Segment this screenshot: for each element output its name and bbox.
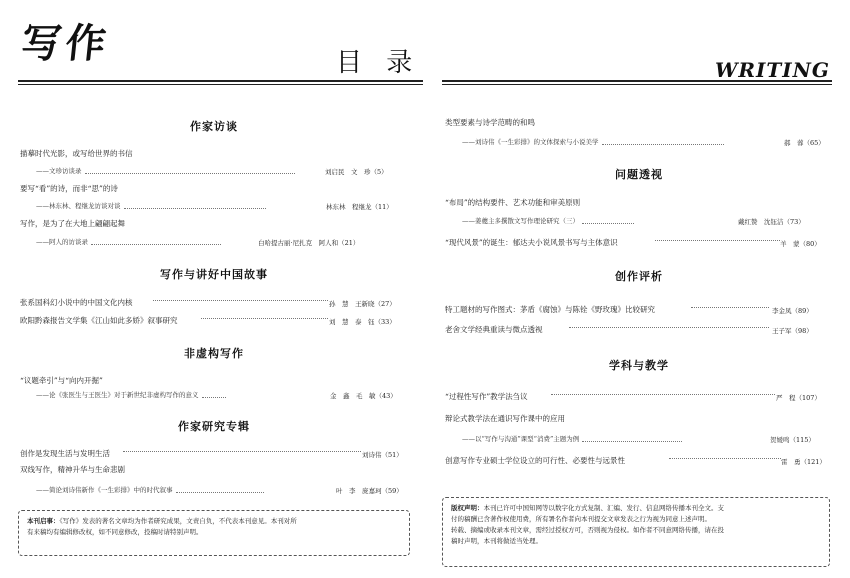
toc-entry-author-page: 戴红赞 沈钰洁（73） [738, 218, 805, 226]
toc-entry-author-page: 刘启民 文 珍（5） [325, 168, 388, 176]
toc-entry-author-page: 刘 慧 泰 钰（33） [329, 318, 396, 326]
toc-entry-subtitle: ——刘诗伟《一生彩排》的文体探索与小说美学 [462, 137, 727, 147]
toc-entry-author-page: 刘诗伟（51） [362, 451, 403, 459]
toc-entry-title[interactable]: “议题牵引”与“向内开掘” [20, 376, 103, 385]
toc-leader-dots [548, 392, 778, 393]
notice-line: 本刊已许可中国知网等以数字化方式复制、汇编、发行、信息网络传播本刊全文。支 [483, 504, 724, 512]
toc-entry-author-page: 林东林 程继龙（11） [326, 203, 393, 211]
toc-entry-author-page: 白哈提古丽·尼扎克 阿人和（21） [258, 239, 360, 247]
toc-entry-author-page: 金 鑫 毛 敏（43） [330, 392, 397, 400]
toc-entry-title[interactable]: 特工题材的写作图式：茅盾《腐蚀》与陈铨《野玫瑰》比较研究 [445, 305, 655, 314]
toc-leader-dots [198, 316, 331, 317]
header-rule-right [442, 80, 832, 82]
toc-leader-dots [652, 238, 783, 239]
toc-entry-author-page: 孙 慧 王新晓（27） [329, 300, 396, 308]
toc-entry-title[interactable]: 张系国科幻小说中的中国文化内核 [20, 298, 133, 307]
toc-entry-subtitle: ——文珍访谈录 [36, 166, 298, 176]
notice-label: 版权声明： [451, 504, 484, 512]
toc-entry-title[interactable]: 欧阳黔森报告文学集《江山如此多娇》叙事研究 [20, 316, 178, 325]
section-title: 作家访谈 [190, 120, 238, 133]
editorial-notice-box [18, 510, 410, 556]
toc-entry-title[interactable]: 创作是发现生活与发明生活 [20, 449, 110, 458]
toc-entry-title[interactable]: 写作，是为了在大地上翩翩起舞 [20, 219, 125, 228]
toc-entry-subtitle: ——以“写作与沟通”课型“消费”主题为例 [462, 434, 685, 444]
section-title: 学科与教学 [609, 359, 669, 372]
brand-english-title: WRITING [714, 58, 830, 82]
toc-entry-author-page: 严 程（107） [776, 394, 821, 402]
toc-entry-author-page: 叶 李 庞嘉珂（59） [336, 487, 403, 495]
toc-leader-dots [150, 298, 331, 299]
masthead-logo: 写作 [19, 20, 113, 67]
toc-leader-dots [688, 305, 772, 306]
toc-leader-dots [566, 325, 772, 326]
toc-entry-subtitle: ——论《张医生与王医生》对于新世纪非虚构写作的意义 [36, 390, 229, 400]
section-title: 问题透视 [615, 168, 663, 181]
toc-entry-title[interactable]: 类型要素与诗学范畴的和鸣 [445, 118, 535, 127]
toc-entry-title[interactable]: 双线写作，精神升华与生命悲剧 [20, 465, 125, 474]
section-title: 写作与讲好中国故事 [160, 268, 268, 281]
toc-entry-title[interactable]: 创意写作专业硕士学位设立的可行性、必要性与远景性 [445, 456, 625, 465]
toc-leader-dots [120, 449, 364, 450]
header-rule-right-thin [442, 84, 832, 85]
toc-entry-subtitle: ——阿人的访谈录 [36, 237, 224, 247]
toc-entry-author-page: 王子军（98） [772, 327, 813, 335]
toc-leader-dots [666, 456, 784, 457]
toc-entry-author-page: 贺媛鸣（115） [770, 436, 815, 444]
toc-entry-title[interactable]: 描摹时代光影，或写给世界的书信 [20, 149, 133, 158]
notice-line: 转载、摘编或收录本刊文章，需经过授权方可，否则视为侵权。如作者不同意网络传播，请在投 [451, 526, 724, 534]
toc-entry-author-page: 羊 蒙（80） [780, 240, 821, 248]
notice-line: 有来稿均有编辑修改权，如不同意修改，投稿时请特别声明。 [27, 528, 203, 536]
toc-entry-subtitle: ——姜夔主多撰散文写作理论研究（三） [462, 216, 637, 226]
notice-line: 《写作》发表的著名文章均为作者研究成果，文责自负，不代表本刊意见。本刊对所 [59, 517, 297, 525]
header-rule-left-thin [18, 84, 423, 85]
notice-line: 付的稿酬已含著作权使用费，所有署名作者向本刊提交文章发表之行为视为同意上述声明。 [451, 515, 711, 523]
toc-entry-author-page: 李金凤（89） [772, 307, 813, 315]
toc-entry-author-page: 雷 勇（121） [781, 458, 826, 466]
toc-entry-subtitle: ——简论刘诗伟新作《一生彩排》中的时代叙事 [36, 485, 267, 495]
toc-entry-title[interactable]: 要写“看”的诗，而非“思”的诗 [20, 184, 118, 193]
toc-title: 目 录 [336, 48, 421, 78]
toc-entry-title[interactable]: 辩论式教学法在通识写作课中的应用 [445, 414, 565, 423]
header-rule-left [18, 80, 423, 82]
notice-label: 本刊启事： [27, 517, 60, 525]
notice-line: 稿时声明，本刊将做适当处理。 [451, 537, 542, 545]
section-title: 作家研究专辑 [178, 420, 250, 433]
toc-entry-author-page: 郝 蓉（65） [784, 139, 825, 147]
toc-entry-subtitle: ——林东林、程继龙访谈对谈 [36, 201, 269, 211]
toc-entry-title[interactable]: “布局”的结构要件、艺术功能和审美原则 [445, 198, 581, 207]
toc-entry-title[interactable]: 老舍文学经典重读与微点透视 [445, 325, 543, 334]
copyright-notice-box [442, 497, 830, 567]
toc-entry-title[interactable]: “现代风景”的诞生：郁达夫小说风景书写与主体意识 [445, 238, 618, 247]
section-title: 创作评析 [615, 270, 663, 283]
toc-entry-title[interactable]: “过程性写作”教学法刍议 [445, 392, 528, 401]
section-title: 非虚构写作 [184, 347, 244, 360]
